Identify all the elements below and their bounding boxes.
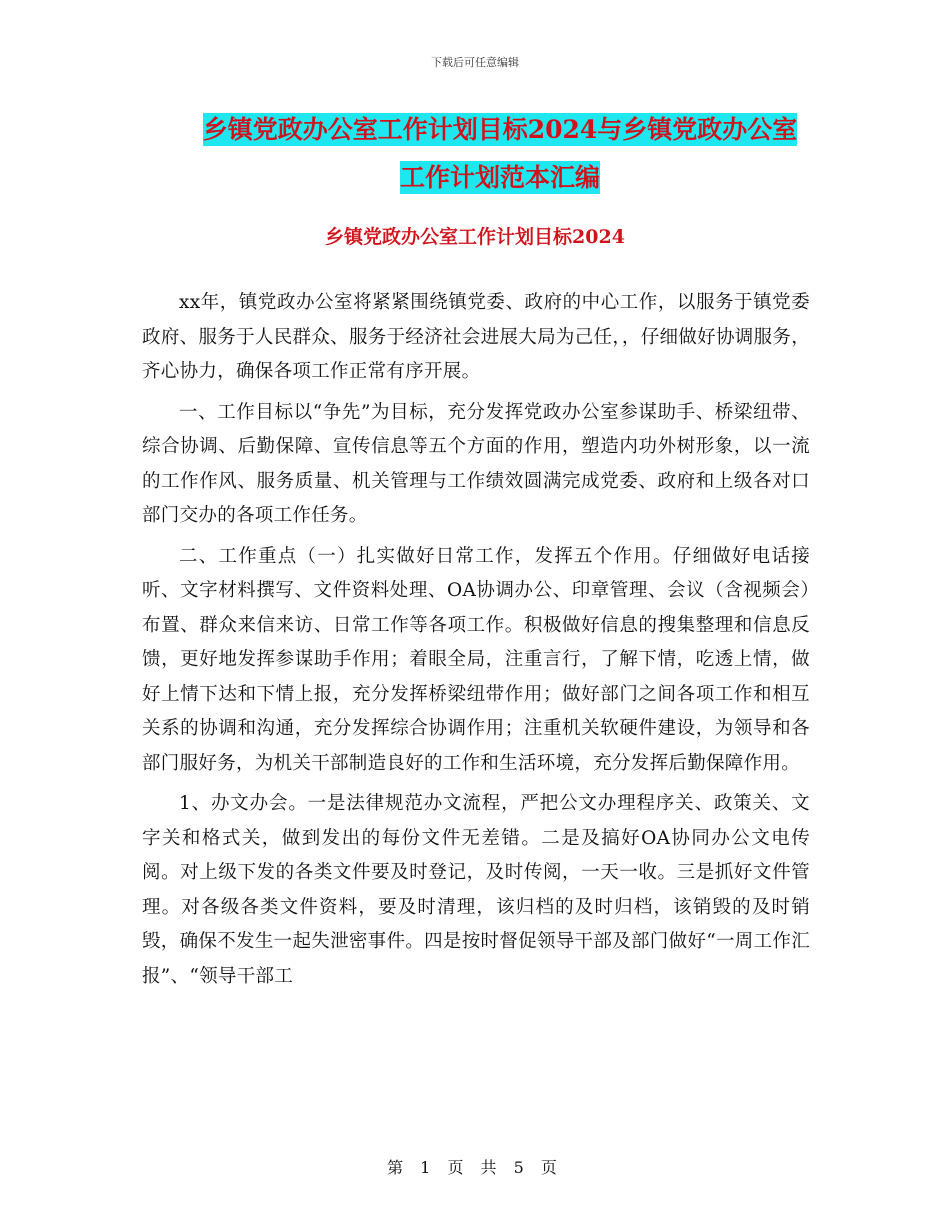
header-note: 下载后可任意编辑 [431, 56, 519, 69]
paragraph-documents: 1、办文办会。一是法律规范办文流程，严把公文办理程序关、政策关、文字关和格式关，做到发出的每份文件无差错。二是及搞好OA协同办公文电传阅。对上级下发的各类文件要及时登记，及时传阅，一天一收。三是抓好文件管理。对各级各类文件资料，要及时清理，该归档的及时归档，该销毁的及时销毁，确保不发生一起失泄密事件。四是按时督促领导干部及部门做好“一周工作汇报”、“领导干部工 [142, 793, 810, 987]
title-line-2: 工作计划范本汇编 [399, 163, 600, 192]
paragraph-focus: 二、工作重点（一）扎实做好日常工作，发挥五个作用。仔细做好电话接听、文字材料撰写、文件资料处理、OA协调办公、印章管理、会议（含视频会）布置、群众来信来访、日常工作等各项工作。积极做好信息的搜集整理和信息反馈，更好地发挥参谋助手作用；着眼全局，注重言行，了解下情，吃透上情，做好上情下达和下情上报，充分发挥桥梁纽带作用；做好部门之间各项工作和相互关系的协调和沟通，充分发挥综合协调作用；注重机关软硬件建设，为领导和各部门服好务，为机关干部制造良好的工作和生活环境，充分发挥后勤保障作用。 [142, 545, 810, 774]
section-title: 乡镇党政办公室工作计划目标2024 [325, 226, 625, 248]
document-title [140, 106, 860, 202]
body-text [142, 286, 810, 1000]
title-line-1: 乡镇党政办公室工作计划目标2024与乡镇党政办公室 [202, 115, 798, 144]
paragraph-intro: xx年，镇党政办公室将紧紧围绕镇党委、政府的中心工作，以服务于镇党委政府、服务于人民群众、服务于经济社会进展大局为己任，，仔细做好协调服务，齐心协力，确保各项工作正常有序开展。 [142, 292, 810, 382]
paragraph-goals: 一、工作目标以“争先”为目标，充分发挥党政办公室参谋助手、桥梁纽带、综合协调、后勤保障、宣传信息等五个方面的作用，塑造内功外树形象，以一流的工作作风、服务质量、机关管理与工作绩效圆满完成党委、政府和上级各对口部门交办的各项工作任务。 [142, 401, 810, 526]
page-footer: 第 1 页 共 5 页 [387, 1158, 563, 1177]
